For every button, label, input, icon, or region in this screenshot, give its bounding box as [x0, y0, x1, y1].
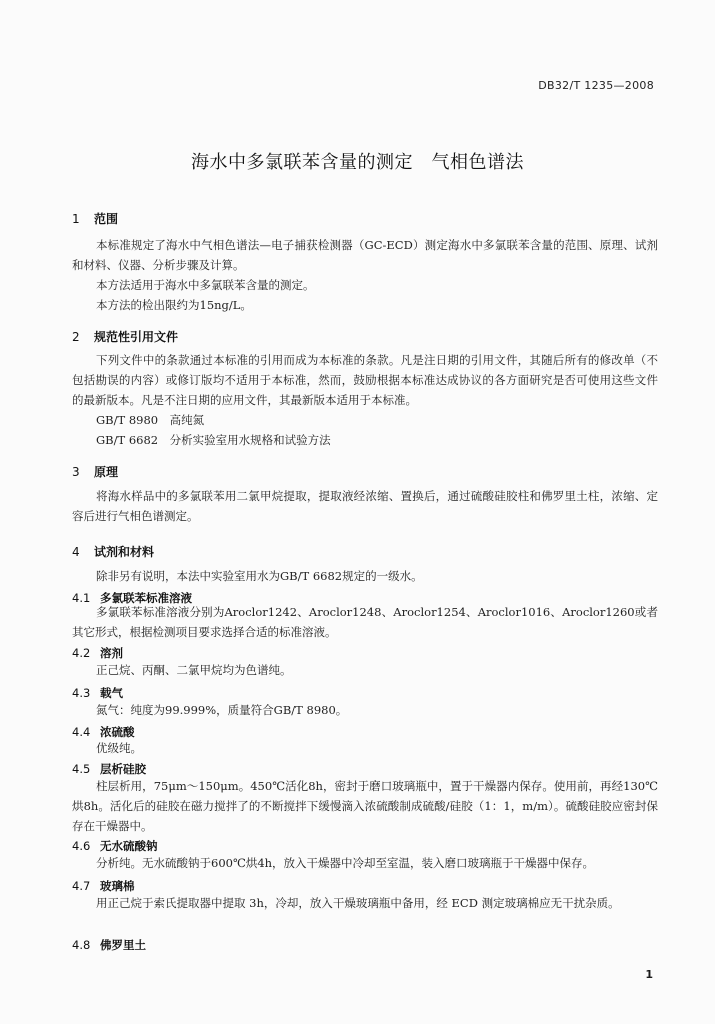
subsection-heading: 4.8 佛罗里土	[72, 938, 146, 952]
standard-code: DB32/T 1235—2008	[538, 79, 654, 92]
paragraph: 将海水样品中的多氯联苯用二氯甲烷提取，提取液经浓缩、置换后，通过硫酸硅胶柱和佛罗里土柱，浓缩、定容后进行气相色谱测定。	[72, 489, 658, 523]
paragraph: 分析纯。无水硫酸钠于600℃烘4h，放入干燥器中冷却至室温，装入磨口玻璃瓶于干燥器中保存。	[96, 856, 595, 870]
paragraph: 氮气：纯度为99.999%，质量符合GB/T 8980。	[96, 703, 348, 717]
subsection-heading: 4.2 溶剂	[72, 646, 123, 660]
subsection-heading: 4.7 玻璃棉	[72, 879, 135, 893]
paragraph: 多氯联苯标准溶液分别为Aroclor1242、Aroclor1248、Aroclor1254、Aroclor1016、Aroclor1260或者其它形式，根据检测项目要求选择合适的标准溶液。	[72, 605, 658, 639]
paragraph: 本标准规定了海水中气相色谱法—电子捕获检测器（GC-ECD）测定海水中多氯联苯含量的范围、原理、试剂和材料、仪器、分析步骤及计算。	[72, 238, 658, 272]
paragraph: 本方法的检出限约为15ng/L。	[96, 298, 252, 312]
section-heading-3: 3 原理	[72, 465, 119, 479]
paragraph: 柱层析用，75μm～150μm。450℃活化8h，密封于磨口玻璃瓶中，置于干燥器内保存。使用前，再经130℃烘8h。活化后的硅胶在磁力搅拌了的不断搅拌下缓慢滴入浓硫酸制成硫酸/硅胶（1：1，m/m）。硫酸硅胶应密封保存在干燥器中。	[72, 779, 658, 833]
document-title: 海水中多氯联苯含量的测定 气相色谱法	[191, 152, 524, 173]
subsection-heading: 4.6 无水硫酸钠	[72, 839, 158, 853]
subsection-heading: 4.4 浓硫酸	[72, 725, 135, 739]
subsection-heading: 4.1 多氯联苯标准溶液	[72, 591, 192, 605]
section-heading-2: 2 规范性引用文件	[72, 330, 179, 344]
subsection-heading: 4.5 层析硅胶	[72, 762, 146, 776]
paragraph: 优级纯。	[96, 741, 142, 755]
section-heading-1: 1 范围	[72, 212, 119, 226]
paragraph: 下列文件中的条款通过本标准的引用而成为本标准的条款。凡是注日期的引用文件，其随后所有的修改单（不包括勘误的内容）或修订版均不适用于本标准，然而，鼓励根据本标准达成协议的各方面研究是否可使用这些文件的最新版本。凡是不注日期的应用文件，其最新版本适用于本标准。	[72, 353, 658, 407]
section-heading-4: 4 试剂和材料	[72, 545, 155, 559]
page-number: 1	[645, 968, 653, 981]
paragraph: 用正己烷于索氏提取器中提取 3h，冷却，放入干燥玻璃瓶中备用，经 ECD 测定玻璃棉应无干扰杂质。	[96, 896, 620, 910]
reference-item: GB/T 6682 分析实验室用水规格和试验方法	[96, 433, 331, 447]
paragraph: 除非另有说明，本法中实验室用水为GB/T 6682规定的一级水。	[96, 569, 423, 583]
subsection-heading: 4.3 载气	[72, 686, 123, 700]
paragraph: 正己烷、丙酮、二氯甲烷均为色谱纯。	[96, 663, 292, 677]
paragraph: 本方法适用于海水中多氯联苯含量的测定。	[96, 278, 315, 292]
reference-item: GB/T 8980 高纯氮	[96, 413, 205, 427]
